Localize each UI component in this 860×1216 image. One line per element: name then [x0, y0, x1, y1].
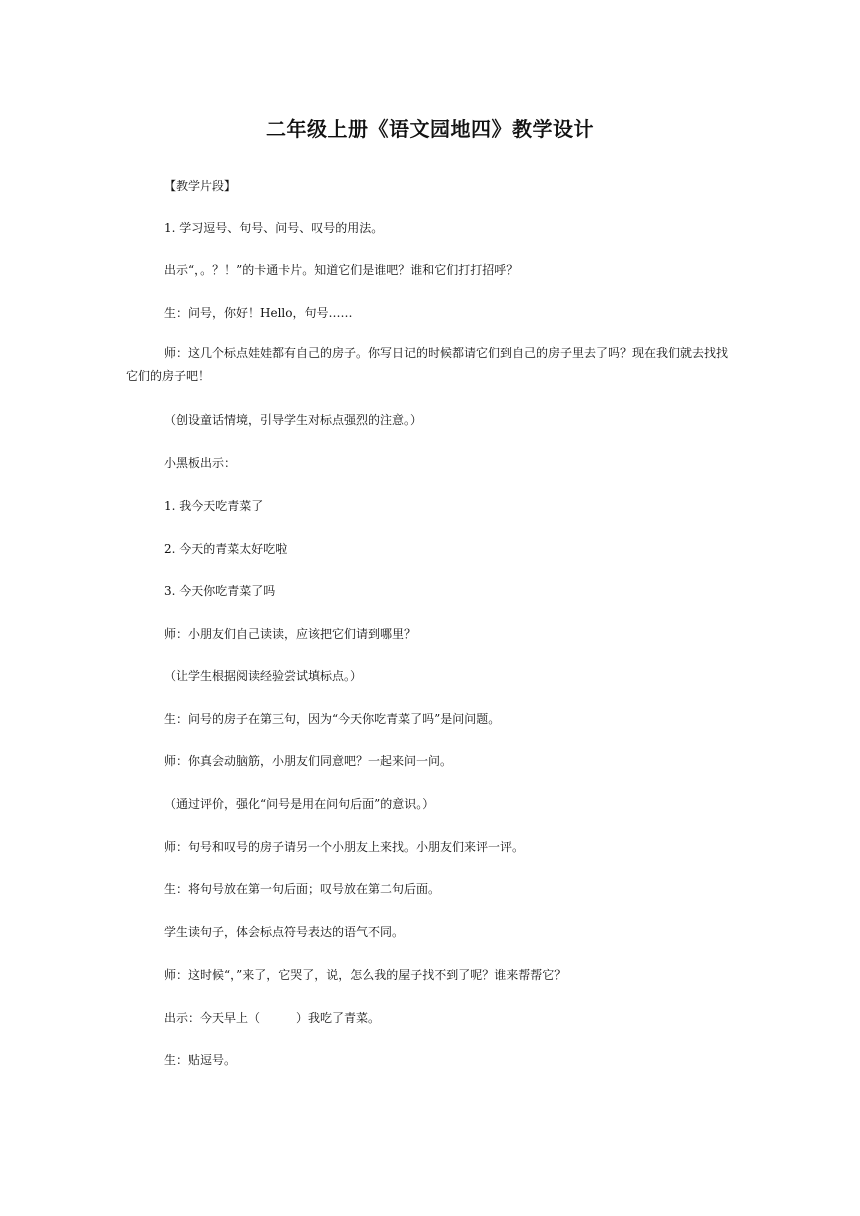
paragraph: 3. 今天你吃青菜了吗	[164, 584, 276, 598]
paragraph: 1. 我今天吃青菜了	[164, 499, 264, 513]
paragraph: 师：这几个标点娃娃都有自己的房子。你写日记的时候都请它们到自己的房子里去了吗？现在我们就去找找它们的房子吧！	[126, 346, 729, 383]
paragraph: 师：句号和叹号的房子请另一个小朋友上来找。小朋友们来评一评。	[164, 840, 525, 854]
paragraph: 1. 学习逗号、句号、问号、叹号的用法。	[164, 221, 384, 235]
paragraph: 生：问号，你好！Hello，句号……	[164, 306, 353, 320]
paragraph: 小黑板出示：	[164, 456, 237, 470]
paragraph: 师：你真会动脑筋，小朋友们同意吧？一起来问一问。	[164, 754, 453, 768]
paragraph: 出示：今天早上（ ）我吃了青菜。	[164, 1011, 381, 1025]
paragraph: 2. 今天的青菜太好吃啦	[164, 542, 288, 556]
paragraph: （让学生根据阅读经验尝试填标点。）	[164, 669, 363, 683]
paragraph: 出示“，。？！”的卡通卡片。知道它们是谁吧？谁和它们打打招呼？	[164, 263, 519, 277]
section-heading: 【教学片段】	[164, 179, 237, 193]
document-title: 二年级上册《语文园地四》教学设计	[266, 117, 594, 141]
paragraph: 学生读句子，体会标点符号表达的语气不同。	[164, 925, 405, 939]
paragraph: （创设童话情境，引导学生对标点强烈的注意。）	[164, 413, 423, 427]
paragraph: 生：将句号放在第一句后面；叹号放在第二句后面。	[164, 882, 441, 896]
paragraph: 师：小朋友们自己读读，应该把它们请到哪里？	[164, 627, 417, 641]
paragraph: 生：问号的房子在第三句，因为“今天你吃青菜了吗”是问问题。	[164, 712, 501, 726]
paragraph: （通过评价，强化“问号是用在问句后面”的意识。）	[164, 797, 435, 811]
paragraph: 师：这时候“，”来了，它哭了，说，怎么我的屋子找不到了呢？谁来帮帮它？	[164, 968, 567, 982]
paragraph: 生：贴逗号。	[164, 1053, 237, 1067]
